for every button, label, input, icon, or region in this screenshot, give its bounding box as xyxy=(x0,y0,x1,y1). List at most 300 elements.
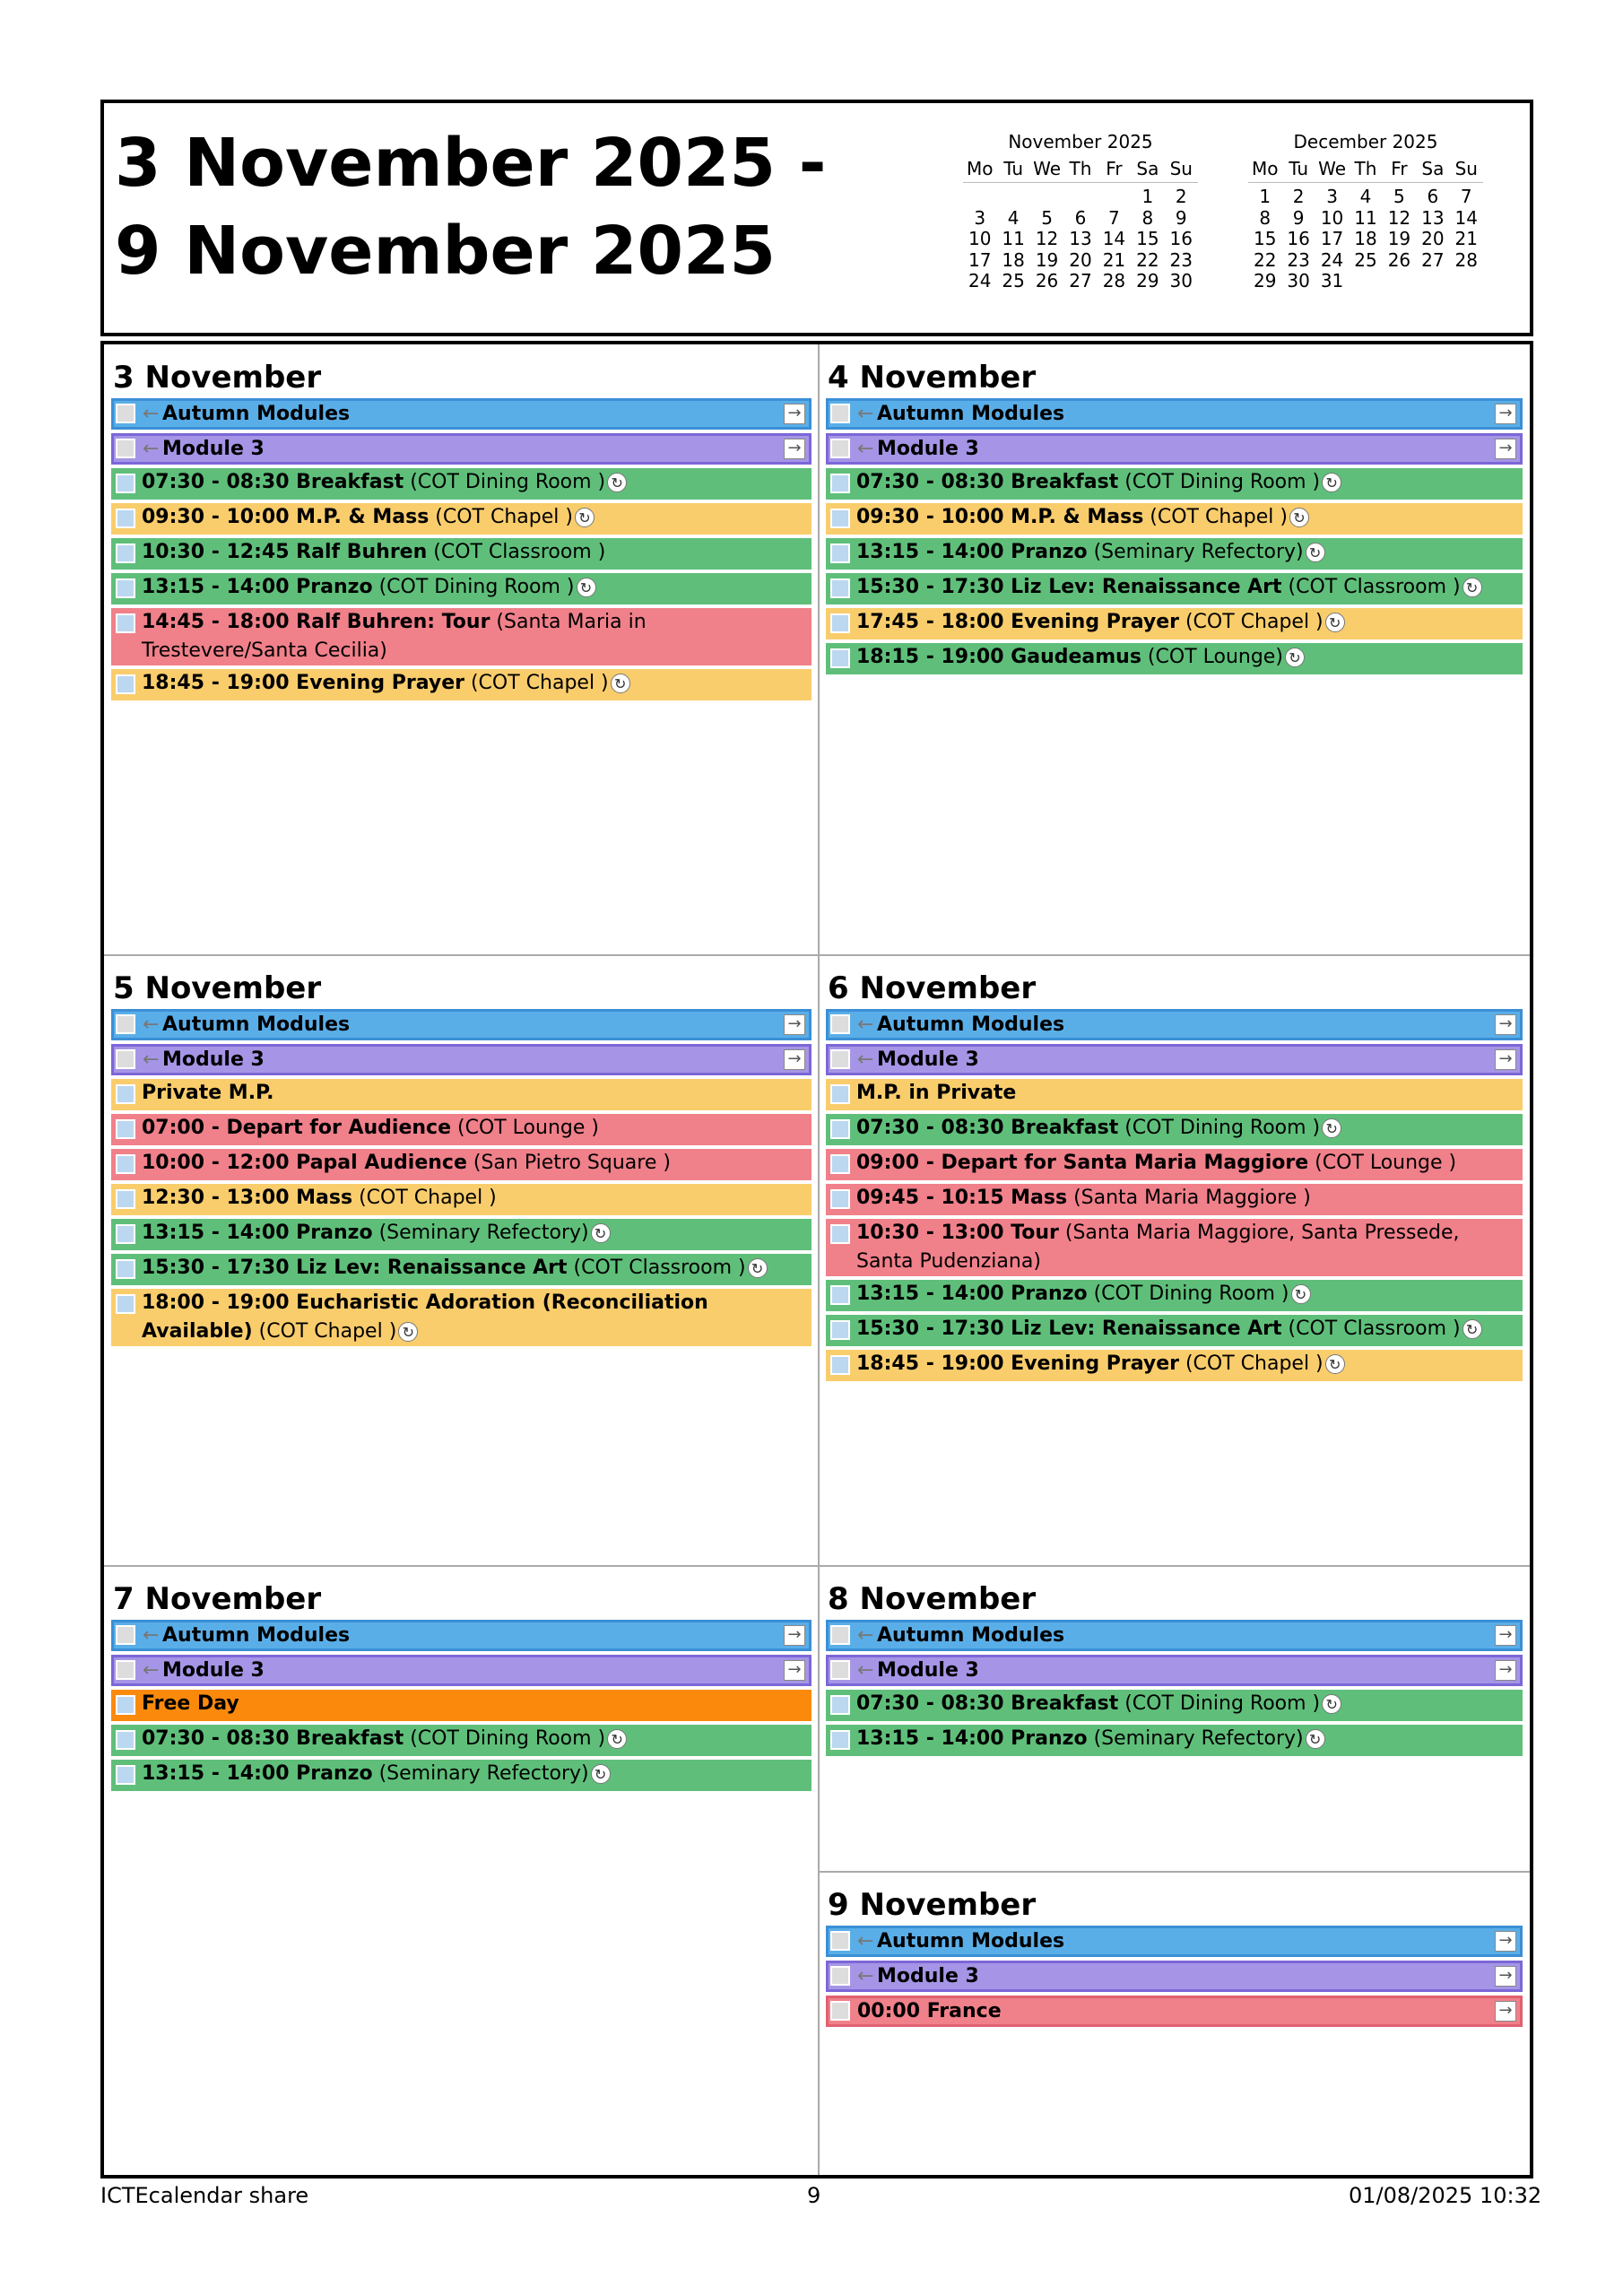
event-title: 07:00 - Depart for Audience xyxy=(142,1117,451,1139)
event-title: 18:45 - 19:00 Evening Prayer xyxy=(142,672,464,694)
event-text xyxy=(856,646,1305,668)
event-text xyxy=(856,1222,1460,1273)
event-title: 13:15 - 14:00 Pranzo xyxy=(142,576,373,598)
recurring-icon: ↻ xyxy=(1289,508,1309,527)
mini-calendar-day[interactable]: 9 xyxy=(1175,206,1187,229)
calendar-event[interactable] xyxy=(826,1725,1523,1756)
weekday-label: Tu xyxy=(1289,158,1309,179)
mini-calendar-day[interactable]: 12 xyxy=(1035,228,1059,249)
day-title: 5 November xyxy=(113,970,322,1006)
mini-calendar-days xyxy=(1248,187,1483,292)
event-title: 10:00 - 12:00 Papal Audience xyxy=(142,1152,467,1174)
event-checkbox[interactable] xyxy=(830,1320,850,1340)
mini-calendar-day[interactable]: 5 xyxy=(1393,186,1405,207)
continues-left-icon: ← xyxy=(143,1624,160,1647)
multi-day-event[interactable] xyxy=(111,1009,812,1040)
event-text xyxy=(143,1013,350,1036)
event-checkbox[interactable] xyxy=(116,439,135,458)
calendar-event[interactable] xyxy=(111,1760,812,1791)
mini-calendar-day[interactable]: 16 xyxy=(1169,228,1193,249)
event-checkbox[interactable] xyxy=(116,1049,135,1069)
mini-calendar-day[interactable]: 24 xyxy=(1320,248,1344,271)
event-location: (COT Classroom ) xyxy=(1281,576,1461,598)
mini-calendar-day[interactable]: 28 xyxy=(1454,248,1478,271)
mini-calendar-day[interactable]: 22 xyxy=(1136,248,1159,271)
event-location: (COT Dining Room ) xyxy=(372,576,575,598)
event-checkbox[interactable] xyxy=(830,544,850,563)
calendar-event[interactable] xyxy=(111,468,812,500)
calendar-event[interactable] xyxy=(826,608,1523,639)
event-title: Autumn Modules xyxy=(162,1624,351,1647)
day-title: 4 November xyxy=(828,360,1037,396)
continues-right-icon[interactable]: → xyxy=(784,404,805,424)
multi-day-event[interactable] xyxy=(111,1044,812,1075)
event-checkbox[interactable] xyxy=(116,1189,135,1209)
event-text xyxy=(856,1082,1016,1104)
multi-day-event[interactable] xyxy=(111,1620,812,1651)
mini-calendar-day[interactable]: 29 xyxy=(1253,270,1277,291)
calendar-event[interactable] xyxy=(111,1254,812,1285)
continues-right-icon[interactable]: → xyxy=(1495,1966,1516,1987)
event-checkbox[interactable] xyxy=(116,509,135,528)
event-checkbox[interactable] xyxy=(830,474,850,493)
multi-day-event[interactable] xyxy=(826,1655,1523,1686)
mini-calendar-day[interactable]: 17 xyxy=(1320,228,1344,249)
event-checkbox[interactable] xyxy=(830,439,850,458)
event-title: Autumn Modules xyxy=(162,1013,351,1036)
calendar-event[interactable] xyxy=(826,1350,1523,1381)
mini-calendar-day[interactable]: 14 xyxy=(1454,206,1478,229)
continues-left-icon: ← xyxy=(857,1624,874,1647)
mini-calendar-day[interactable]: 6 xyxy=(1074,206,1087,229)
event-text xyxy=(856,1152,1456,1174)
day-cell-9-november xyxy=(819,1872,1530,2175)
multi-day-event[interactable] xyxy=(826,398,1523,430)
mini-calendar-day xyxy=(963,187,996,208)
continues-left-icon: ← xyxy=(143,438,160,460)
continues-left-icon: ← xyxy=(143,1013,160,1036)
event-checkbox[interactable] xyxy=(116,544,135,563)
event-title: 15:30 - 17:30 Liz Lev: Renaissance Art xyxy=(856,576,1282,598)
event-checkbox[interactable] xyxy=(116,613,135,633)
event-location: (Seminary Refectory) xyxy=(1087,541,1304,563)
continues-right-icon[interactable]: → xyxy=(1495,1049,1516,1070)
event-checkbox[interactable] xyxy=(116,1014,135,1034)
mini-calendar-weekdays xyxy=(1248,155,1483,183)
event-checkbox[interactable] xyxy=(116,1730,135,1750)
mini-calendar-day[interactable]: 25 xyxy=(1354,248,1377,271)
mini-calendar-day[interactable]: 4 xyxy=(1007,206,1020,229)
event-checkbox[interactable] xyxy=(830,1966,850,1986)
event-text xyxy=(142,1222,611,1244)
event-list xyxy=(819,398,1530,674)
footer-page-number: 9 xyxy=(807,2183,821,2208)
continues-right-icon[interactable]: → xyxy=(784,1014,805,1035)
continues-right-icon[interactable]: → xyxy=(784,439,805,459)
mini-calendar-day[interactable]: 13 xyxy=(1421,206,1445,229)
calendar-event[interactable] xyxy=(111,1079,812,1110)
calendar-event[interactable] xyxy=(111,1114,812,1145)
event-title: 07:30 - 08:30 Breakfast xyxy=(142,1727,404,1750)
mini-calendar-day[interactable]: 8 xyxy=(1259,206,1271,229)
event-title: 18:15 - 19:00 Gaudeamus xyxy=(856,646,1141,668)
calendar-event[interactable] xyxy=(111,573,812,604)
event-title: 07:30 - 08:30 Breakfast xyxy=(856,1117,1119,1139)
event-location: (COT Chapel ) xyxy=(464,672,609,694)
recurring-icon: ↻ xyxy=(1462,578,1482,597)
continues-right-icon[interactable]: → xyxy=(1495,404,1516,424)
event-checkbox[interactable] xyxy=(830,1154,850,1174)
mini-calendar-day[interactable]: 29 xyxy=(1136,270,1159,291)
event-location: (Santa Maria Maggiore ) xyxy=(1067,1187,1311,1209)
day-cell-3-november xyxy=(104,344,819,955)
mini-calendar-day[interactable]: 26 xyxy=(1387,248,1411,271)
calendar-event[interactable] xyxy=(826,1114,1523,1145)
mini-calendar-day[interactable]: 30 xyxy=(1287,270,1310,291)
event-text xyxy=(142,1187,497,1209)
recurring-icon: ↻ xyxy=(607,473,627,492)
event-checkbox[interactable] xyxy=(830,578,850,598)
event-title: Autumn Modules xyxy=(877,1013,1065,1036)
event-text xyxy=(856,541,1325,563)
event-title: Module 3 xyxy=(877,438,979,460)
mini-calendar-day[interactable]: 31 xyxy=(1320,270,1344,291)
recurring-icon: ↻ xyxy=(611,674,630,693)
event-checkbox[interactable] xyxy=(116,1084,135,1104)
mini-calendar-day[interactable]: 13 xyxy=(1069,228,1092,249)
calendar-event[interactable] xyxy=(111,1184,812,1215)
continues-right-icon[interactable]: → xyxy=(784,1660,805,1681)
recurring-icon: ↻ xyxy=(1462,1319,1482,1339)
continues-right-icon[interactable]: → xyxy=(1495,2001,1516,2022)
mini-calendar-day[interactable]: 10 xyxy=(1320,206,1344,229)
continues-left-icon: ← xyxy=(143,403,160,425)
mini-calendar-title: December 2025 xyxy=(1293,131,1438,152)
mini-calendar-day xyxy=(1063,187,1097,208)
event-title: Autumn Modules xyxy=(162,403,351,425)
weekday-label: Fr xyxy=(1391,158,1408,179)
event-checkbox[interactable] xyxy=(830,2001,850,2021)
calendar-event[interactable] xyxy=(826,503,1523,535)
event-checkbox[interactable] xyxy=(116,1119,135,1139)
mini-calendar-november xyxy=(963,128,1198,292)
continues-left-icon: ← xyxy=(143,1048,160,1071)
event-text xyxy=(857,1965,979,1987)
recurring-icon: ↻ xyxy=(575,508,595,527)
multi-day-event[interactable] xyxy=(826,1926,1523,1957)
continues-right-icon[interactable]: → xyxy=(784,1049,805,1070)
mini-calendar-day[interactable]: 18 xyxy=(1354,228,1377,249)
mini-calendar-day[interactable]: 11 xyxy=(1002,228,1025,249)
calendar-event[interactable] xyxy=(826,538,1523,570)
event-checkbox[interactable] xyxy=(116,1765,135,1785)
event-checkbox[interactable] xyxy=(830,1285,850,1305)
event-text xyxy=(857,1013,1064,1036)
multi-day-event[interactable] xyxy=(826,1620,1523,1651)
mini-calendar-day[interactable]: 3 xyxy=(974,206,986,229)
multi-day-event[interactable] xyxy=(826,1961,1523,1992)
calendar-event[interactable] xyxy=(111,1690,812,1721)
event-text xyxy=(857,1624,1064,1647)
mini-calendar-day[interactable]: 23 xyxy=(1169,248,1193,271)
continues-right-icon[interactable]: → xyxy=(1495,1014,1516,1035)
event-checkbox[interactable] xyxy=(116,1224,135,1244)
mini-calendar-day xyxy=(1030,187,1063,208)
event-text xyxy=(142,576,596,598)
mini-calendar-day[interactable]: 27 xyxy=(1069,270,1092,291)
mini-calendar-day[interactable]: 6 xyxy=(1427,186,1439,207)
calendar-event[interactable] xyxy=(111,1149,812,1180)
calendar-event[interactable] xyxy=(111,503,812,535)
event-title: 15:30 - 17:30 Liz Lev: Renaissance Art xyxy=(856,1318,1282,1340)
calendar-event[interactable] xyxy=(111,608,812,665)
multi-day-event[interactable] xyxy=(826,1996,1523,2027)
mini-calendar-december xyxy=(1248,128,1483,292)
continues-left-icon: ← xyxy=(857,1048,874,1071)
mini-calendar-day[interactable]: 1 xyxy=(1141,186,1154,207)
multi-day-event[interactable] xyxy=(826,1009,1523,1040)
event-title: 12:30 - 13:00 Mass xyxy=(142,1187,353,1209)
mini-calendar-day[interactable]: 11 xyxy=(1354,206,1377,229)
mini-calendar-day[interactable]: 23 xyxy=(1287,248,1310,271)
calendar-event[interactable] xyxy=(826,643,1523,674)
event-checkbox[interactable] xyxy=(830,1119,850,1139)
event-text xyxy=(143,403,350,425)
continues-left-icon: ← xyxy=(857,1013,874,1036)
calendar-event[interactable] xyxy=(826,1690,1523,1721)
calendar-event[interactable] xyxy=(826,468,1523,500)
mini-calendar-day[interactable]: 3 xyxy=(1326,186,1338,207)
mini-calendar-day[interactable]: 17 xyxy=(968,248,992,271)
mini-calendar-day[interactable]: 18 xyxy=(1002,248,1025,271)
event-list xyxy=(819,1926,1530,2027)
mini-calendar-day[interactable]: 30 xyxy=(1169,270,1193,291)
mini-calendar-day[interactable]: 15 xyxy=(1253,228,1277,249)
event-title: 10:30 - 12:45 Ralf Buhren xyxy=(142,541,428,563)
event-text xyxy=(142,506,595,528)
weekday-label: Su xyxy=(1169,158,1193,179)
weekday-label: Fr xyxy=(1106,158,1123,179)
event-location: (COT Dining Room ) xyxy=(404,1727,606,1750)
event-text xyxy=(142,541,605,563)
event-title: 14:45 - 18:00 Ralf Buhren: Tour xyxy=(142,611,490,633)
continues-right-icon[interactable]: → xyxy=(1495,1660,1516,1681)
mini-calendar-title: November 2025 xyxy=(1008,131,1153,152)
multi-day-event[interactable] xyxy=(111,433,812,465)
week-title-line2: 9 November 2025 xyxy=(115,213,776,290)
mini-calendar-day[interactable]: 20 xyxy=(1421,228,1445,249)
event-checkbox[interactable] xyxy=(830,1014,850,1034)
event-title: Autumn Modules xyxy=(877,1930,1065,1952)
event-title: M.P. in Private xyxy=(856,1082,1017,1104)
event-checkbox[interactable] xyxy=(116,1625,135,1645)
event-text xyxy=(857,1659,979,1682)
continues-left-icon: ← xyxy=(857,1965,874,1987)
mini-calendar-day[interactable]: 19 xyxy=(1387,228,1411,249)
multi-day-event[interactable] xyxy=(111,398,812,430)
event-text xyxy=(857,438,979,460)
event-title: 18:45 - 19:00 Evening Prayer xyxy=(856,1352,1179,1375)
recurring-icon: ↻ xyxy=(1306,1729,1325,1749)
event-checkbox[interactable] xyxy=(116,578,135,598)
event-location: (COT Chapel ) xyxy=(1143,506,1288,528)
mini-calendar-day[interactable]: 21 xyxy=(1102,248,1126,271)
event-location: (COT Classroom ) xyxy=(1281,1318,1461,1340)
event-checkbox[interactable] xyxy=(830,1931,850,1951)
event-location: (COT Chapel ) xyxy=(1178,611,1324,633)
event-checkbox[interactable] xyxy=(116,1294,135,1314)
event-checkbox[interactable] xyxy=(830,404,850,423)
event-location: (COT Dining Room ) xyxy=(1118,1117,1321,1139)
day-title: 6 November xyxy=(828,970,1037,1006)
event-title: Autumn Modules xyxy=(877,1624,1065,1647)
mini-calendar-day[interactable]: 1 xyxy=(1259,186,1271,207)
continues-right-icon[interactable]: → xyxy=(1495,1625,1516,1646)
calendar-event[interactable] xyxy=(826,573,1523,604)
calendar-event[interactable] xyxy=(826,1184,1523,1215)
day-title: 7 November xyxy=(113,1581,322,1617)
event-title: 13:15 - 14:00 Pranzo xyxy=(856,1283,1088,1305)
multi-day-event[interactable] xyxy=(826,1044,1523,1075)
weekday-label: Tu xyxy=(1003,158,1024,179)
continues-left-icon: ← xyxy=(857,1659,874,1682)
calendar-event[interactable] xyxy=(111,1219,812,1250)
mini-calendar-day[interactable]: 8 xyxy=(1141,206,1154,229)
event-checkbox[interactable] xyxy=(830,1189,850,1209)
event-text xyxy=(856,1283,1311,1305)
event-text xyxy=(143,1048,265,1071)
calendar-event[interactable] xyxy=(111,669,812,700)
day-cell-7-november xyxy=(104,1566,819,2175)
event-title: 17:45 - 18:00 Evening Prayer xyxy=(856,611,1179,633)
event-checkbox[interactable] xyxy=(116,1695,135,1715)
calendar-event[interactable] xyxy=(826,1079,1523,1110)
recurring-icon: ↻ xyxy=(1325,1354,1345,1374)
event-title: 07:30 - 08:30 Breakfast xyxy=(856,1692,1119,1715)
event-checkbox[interactable] xyxy=(116,1259,135,1279)
calendar-event[interactable] xyxy=(826,1219,1523,1276)
event-text xyxy=(143,438,265,460)
event-checkbox[interactable] xyxy=(830,613,850,633)
event-text xyxy=(142,1152,671,1174)
event-title: 18:00 - 19:00 Eucharistic Adoration (Reconciliation Available) xyxy=(142,1292,708,1343)
event-checkbox[interactable] xyxy=(830,509,850,528)
mini-calendar-day[interactable]: 10 xyxy=(968,228,992,249)
mini-calendar-day[interactable]: 7 xyxy=(1460,186,1472,207)
mini-calendar-day[interactable]: 22 xyxy=(1253,248,1277,271)
mini-calendar-day[interactable]: 24 xyxy=(968,270,992,291)
event-text xyxy=(142,1257,768,1279)
event-checkbox[interactable] xyxy=(830,1224,850,1244)
event-title: 13:15 - 14:00 Pranzo xyxy=(856,1727,1088,1750)
mini-calendar-day[interactable]: 14 xyxy=(1102,228,1126,249)
multi-day-event[interactable] xyxy=(111,1655,812,1686)
week-title xyxy=(115,119,826,295)
event-title: 13:15 - 14:00 Pranzo xyxy=(856,541,1088,563)
continues-right-icon[interactable]: → xyxy=(1495,439,1516,459)
event-checkbox[interactable] xyxy=(116,674,135,694)
mini-calendar-day[interactable]: 19 xyxy=(1035,248,1059,271)
event-text xyxy=(142,611,647,662)
mini-calendar-day[interactable]: 15 xyxy=(1136,228,1159,249)
event-text xyxy=(142,672,630,694)
multi-day-event[interactable] xyxy=(826,433,1523,465)
event-checkbox[interactable] xyxy=(830,1660,850,1680)
event-checkbox[interactable] xyxy=(116,1660,135,1680)
mini-calendar-day[interactable]: 2 xyxy=(1292,186,1305,207)
recurring-icon: ↻ xyxy=(1291,1284,1311,1304)
weekday-label: Mo xyxy=(1251,158,1279,179)
event-checkbox[interactable] xyxy=(116,474,135,493)
weekday-label: Th xyxy=(1354,158,1377,179)
weekday-label: We xyxy=(1033,158,1062,179)
event-checkbox[interactable] xyxy=(116,1154,135,1174)
mini-calendar-day[interactable]: 28 xyxy=(1102,270,1126,291)
mini-calendar-day[interactable]: 5 xyxy=(1041,206,1053,229)
event-checkbox[interactable] xyxy=(830,648,850,668)
event-location: (COT Dining Room ) xyxy=(1118,471,1321,493)
event-text xyxy=(856,611,1345,633)
recurring-icon: ↻ xyxy=(1322,1694,1341,1714)
event-checkbox[interactable] xyxy=(830,1730,850,1750)
event-list xyxy=(104,1620,819,1791)
mini-calendar-day[interactable]: 21 xyxy=(1454,228,1478,249)
mini-calendar-day[interactable]: 9 xyxy=(1292,206,1305,229)
continues-right-icon[interactable]: → xyxy=(1495,1931,1516,1952)
event-checkbox[interactable] xyxy=(830,1625,850,1645)
event-checkbox[interactable] xyxy=(830,1049,850,1069)
event-title: 09:00 - Depart for Santa Maria Maggiore xyxy=(856,1152,1309,1174)
week-grid xyxy=(100,341,1533,2179)
calendar-event[interactable] xyxy=(111,1289,812,1346)
event-checkbox[interactable] xyxy=(830,1695,850,1715)
mini-calendar-day[interactable]: 7 xyxy=(1108,206,1120,229)
event-text xyxy=(142,1692,239,1715)
event-checkbox[interactable] xyxy=(116,404,135,423)
mini-calendar-day[interactable]: 26 xyxy=(1035,270,1059,291)
calendar-event[interactable] xyxy=(111,1725,812,1756)
event-checkbox[interactable] xyxy=(830,1084,850,1104)
event-title: 13:15 - 14:00 Pranzo xyxy=(142,1762,373,1785)
mini-calendar-day[interactable]: 12 xyxy=(1387,206,1411,229)
event-title: Module 3 xyxy=(162,438,265,460)
continues-left-icon: ← xyxy=(857,1930,874,1952)
calendar-event[interactable] xyxy=(826,1315,1523,1346)
event-text xyxy=(856,576,1482,598)
event-title: 09:45 - 10:15 Mass xyxy=(856,1187,1068,1209)
event-title: Module 3 xyxy=(877,1659,979,1682)
event-list xyxy=(104,398,819,700)
calendar-event[interactable] xyxy=(111,538,812,570)
mini-calendar-day[interactable]: 27 xyxy=(1421,248,1445,271)
calendar-event[interactable] xyxy=(826,1149,1523,1180)
event-location: (Santa Maria in Trestevere/Santa Cecilia) xyxy=(142,611,647,662)
mini-calendar-day[interactable]: 16 xyxy=(1287,228,1310,249)
mini-calendar-day[interactable]: 2 xyxy=(1175,186,1187,207)
continues-left-icon: ← xyxy=(857,438,874,460)
recurring-icon: ↻ xyxy=(1322,473,1341,492)
recurring-icon: ↻ xyxy=(607,1729,627,1749)
mini-calendar-day[interactable]: 25 xyxy=(1002,270,1025,291)
continues-right-icon[interactable]: → xyxy=(784,1625,805,1646)
mini-calendar-day[interactable]: 20 xyxy=(1069,248,1092,271)
calendar-event[interactable] xyxy=(826,1280,1523,1311)
event-text xyxy=(857,1930,1064,1952)
event-location: (COT Dining Room ) xyxy=(404,471,606,493)
continues-left-icon: ← xyxy=(143,1659,160,1682)
event-checkbox[interactable] xyxy=(830,1355,850,1375)
mini-calendar-day[interactable]: 4 xyxy=(1359,186,1372,207)
